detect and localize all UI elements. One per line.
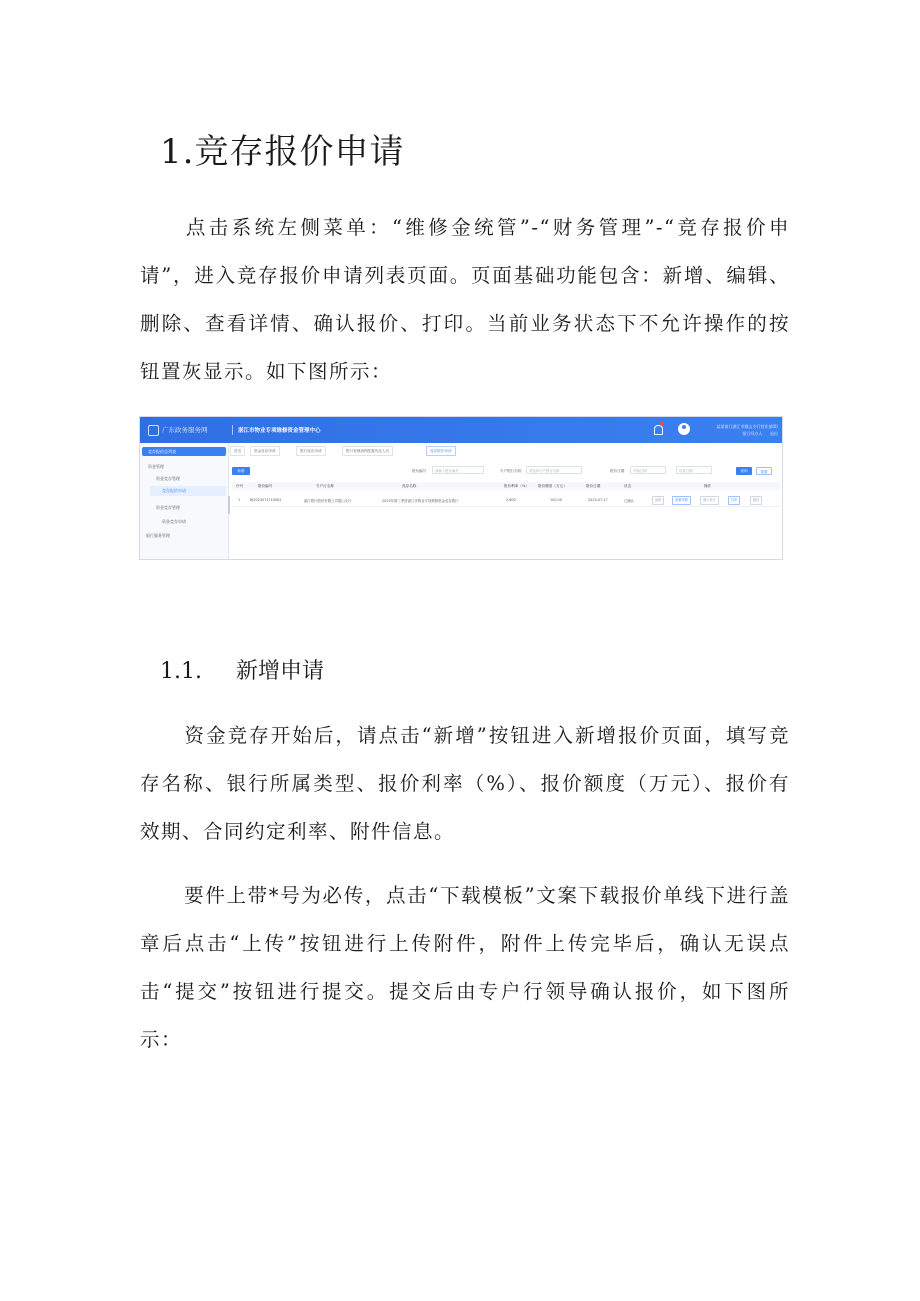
table-cell: 100.00	[550, 498, 562, 502]
tab[interactable]: 银行竞存申请	[296, 446, 326, 456]
table-cell: BJ2023071710002	[250, 498, 282, 502]
tab[interactable]: 资金竞存申请	[250, 446, 280, 456]
table-cell: 2023年第三季度湛江市物业专项维修资金竞存银行	[382, 499, 459, 503]
bank-name-input[interactable]: 请选择专户银行名称	[526, 466, 582, 474]
tab[interactable]: 银行管理流程配置优化人员	[342, 446, 393, 456]
system-screenshot	[139, 416, 783, 560]
upload-text: 要件上带*号为必传，点击“下载模板”文案下载报价单线下进行盖章后点击“上传”按钮进行上传附件，附件上传完毕后，确认无误点击“提交”按钮进行提交。提交后由专户行领导确认报价，如下图所示：	[140, 884, 790, 1051]
tab[interactable]: 首页	[230, 446, 245, 456]
portal-title: 广东政务服务网	[162, 426, 208, 434]
filter-label: 报价编号	[412, 469, 427, 473]
column-header: 报价编号	[258, 484, 273, 488]
delete-button[interactable]: 删除	[750, 496, 762, 505]
new-button[interactable]: 新增	[232, 467, 250, 475]
upload-paragraph	[140, 872, 790, 1064]
table-cell: 1	[238, 498, 241, 502]
column-header: 报价额度（万元）	[538, 484, 567, 488]
tab-active[interactable]: 竞存报价申请	[426, 446, 456, 456]
print-button[interactable]: 打印	[728, 496, 740, 505]
new-application-paragraph	[140, 712, 790, 856]
top-bar	[140, 417, 782, 443]
sidebar	[140, 443, 229, 559]
filter-label: 报价日期	[610, 469, 625, 473]
portal-logo-icon	[148, 425, 159, 436]
sidebar-item-active[interactable]: 竞存报价申请	[150, 486, 226, 496]
user-avatar-icon[interactable]	[678, 423, 690, 435]
filter-label: 专户银行名称	[500, 469, 522, 473]
quote-no-input[interactable]: 请输入报价编号	[432, 466, 484, 474]
query-button[interactable]: 查询	[736, 467, 752, 475]
sidebar-item[interactable]: 资金竞存管理	[156, 505, 180, 510]
column-header: 报价日期	[586, 484, 601, 488]
column-header: 专户行名称	[316, 484, 334, 488]
start-date-input[interactable]: 开始日期	[630, 466, 666, 474]
table-cell: 2.600	[506, 498, 516, 502]
edit-button[interactable]: 编辑	[652, 496, 664, 505]
column-header: 竞存名称	[402, 484, 417, 488]
column-header: 报价利率（%）	[504, 484, 529, 488]
center-title: 湛江市物业专项维修资金管理中心	[238, 428, 321, 434]
user-info: 某某银行湛江市霞山支行营业部(0) 银行经办人 退出	[716, 424, 778, 436]
sidebar-head[interactable]: 竞存报价总列表	[142, 447, 226, 456]
column-header: 操作	[704, 484, 712, 488]
subsection-title: 1.1. 新增申请	[160, 659, 325, 684]
reset-button[interactable]: 重置	[756, 467, 772, 475]
sidebar-item[interactable]: 银行服务管理	[146, 533, 170, 538]
column-header: 序号	[236, 484, 244, 488]
section-title: 1.竞存报价申请	[160, 132, 405, 172]
intro-text: 点击系统左侧菜单：“维修金统管”-“财务管理”-“竞存报价申请”，进入竞存报价申请列表页面。页面基础功能包含：新增、编辑、删除、查看详情、确认报价、打印。当前业务状态下不允许操作的按钮置灰显示。如下图所示：	[140, 216, 790, 383]
confirm-quote-button[interactable]: 确认报价	[700, 496, 719, 505]
scrollbar[interactable]	[228, 496, 230, 514]
bell-icon[interactable]	[654, 425, 663, 435]
view-detail-button[interactable]: 查看详情	[672, 496, 691, 505]
table-cell: 2023-07-17	[588, 498, 608, 502]
new-application-text: 资金竞存开始后，请点击“新增”按钮进入新增报价页面，填写竞存名称、银行所属类型、报价利率（%）、报价额度（万元）、报价有效期、合同约定利率、附件信息。	[140, 724, 790, 843]
sidebar-item[interactable]: 资金竞存申请	[162, 519, 186, 524]
table-cell: 已确认	[624, 499, 635, 503]
column-header: 状态	[624, 484, 632, 488]
table-cell: 湛江银行股份有限公司霞山支行	[304, 499, 352, 503]
end-date-input[interactable]: 结束日期	[676, 466, 712, 474]
sidebar-item[interactable]: 资金管理	[148, 464, 164, 469]
notification-dot	[660, 422, 664, 426]
intro-paragraph	[140, 204, 790, 396]
sidebar-item[interactable]: 资金竞存管理	[156, 476, 180, 481]
